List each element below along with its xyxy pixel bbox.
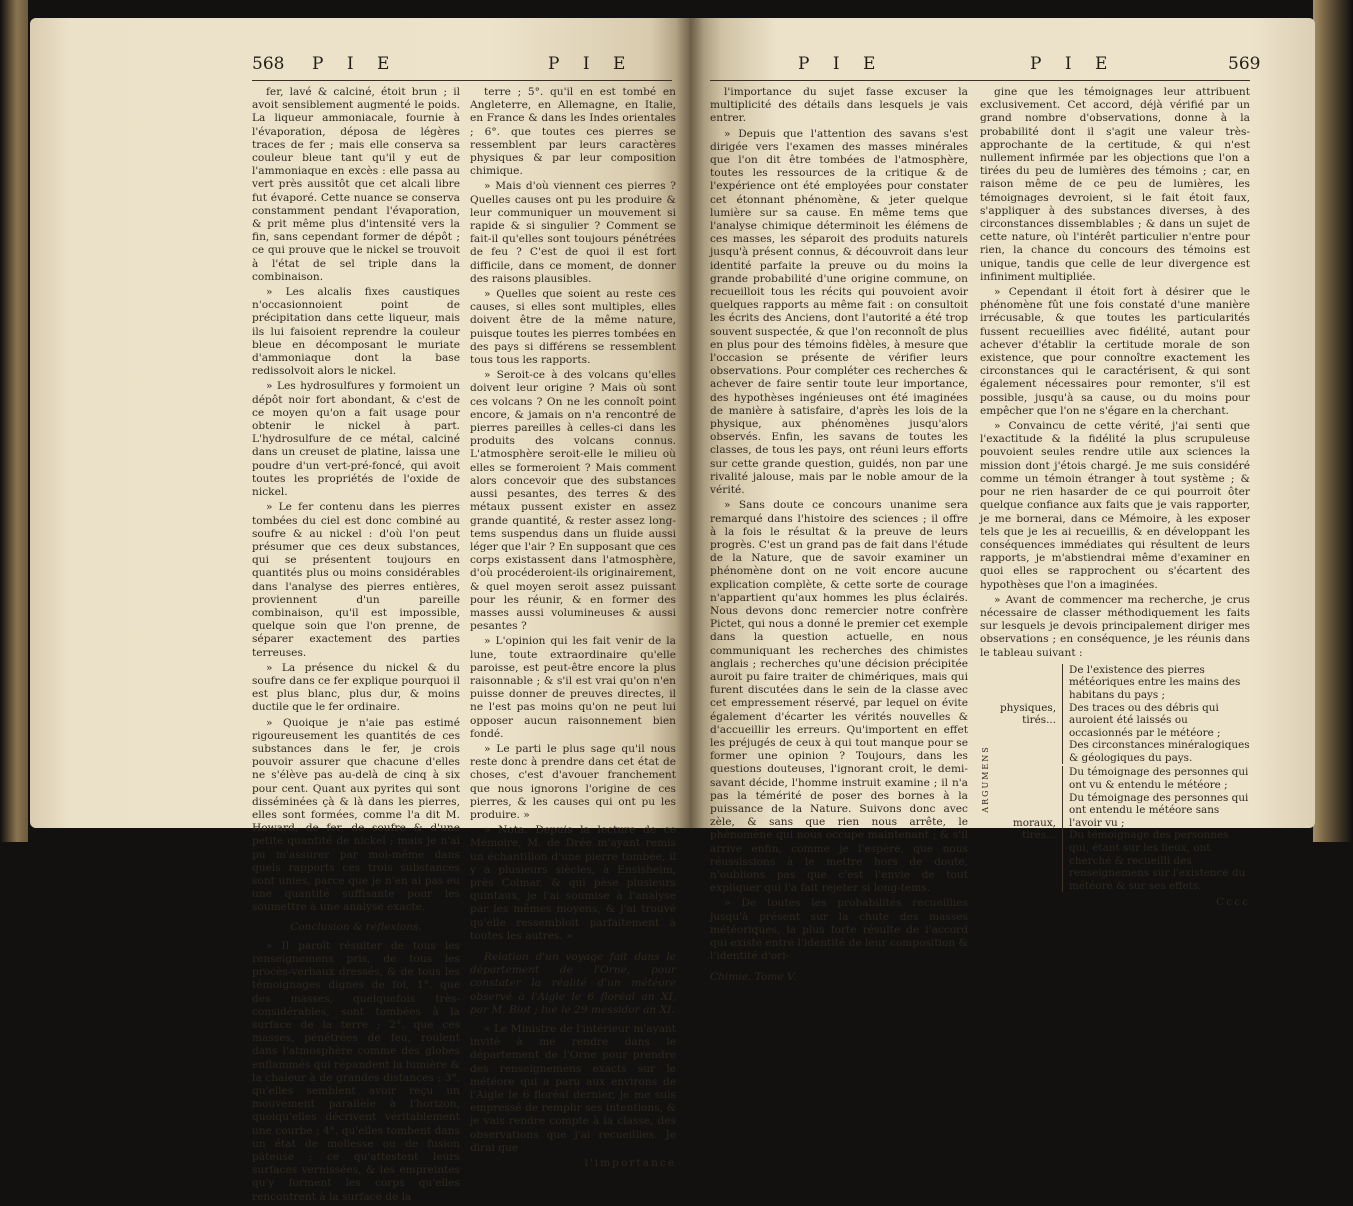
section-heading: Conclusion & réflexions.	[290, 920, 422, 933]
right-header-rule	[710, 80, 1250, 81]
table-items	[1062, 766, 1250, 892]
paragraph: » Le fer contenu dans les pierres tombées du ciel est donc combiné au soufre & au nickel : d'où l'on peut présumer que ces deux substances, qui se présentent toujours en quantités plus ou moins considérables dans l'analyse des pierres entières, proviennent d'un pareille combinaison, qu'il est impossible, quelque soin que l'on prenne, de séparer exactement des parties terreuses.	[252, 501, 460, 659]
paragraph: » De toutes les probabilités recueillies jusqu'à présent sur la chute des masses météoriques, la plus forte résulte de l'accord qui existe entre l'identité de leur composition & l'identité d'ori-	[710, 897, 968, 963]
paragraph: » Depuis que l'attention des savans s'est dirigée vers l'examen des masses minérales que l'on dit être tombées de l'atmosphère, toutes les ressources de la critique & de l'expérience ont été employées pour constater cet étonnant phénomène, & jeter quelque lumière sur sa cause. En même tems que l'analyse chimique déterminoit les élémens de ces masses, les séparoit des produits naturels jusqu'à présent connus, & découvroit dans leur identité parfaite la preuve ou du moins la grande probabilité d'une origine commune, on recueilloit tous les récits qui pouvoient avoir quelques rapports au même fait : on consultoit les écrits des Anciens, dont l'autorité a été trop souvent suspectée, & que l'on reconnoît de plus en plus pour des témoins fidèles, à mesure que l'occasion se présente de vérifier leurs observations. Pour compléter ces recherches & achever de faire sentir toute leur importance, des hypothèses ingénieuses ont été imaginées de manière à satisfaire, d'après les lois de la physique, aux phénomènes jusqu'alors observés. Enfin, les savans de toutes les classes, de tous les pays, ont réuni leurs efforts sur cette grande question, guidés, non par une rivalité jalouse, mais par le noble amour de la vérité.	[710, 127, 968, 497]
paragraph: » Mais d'où viennent ces pierres ? Quelles causes ont pu les produire & leur communiquer un mouvement si rapide & si singulier ? Comment se fait-il qu'elles sont toujours pénétrées de feu ? C'est de quoi il est fort difficile, dans ce moment, de donner des raisons plausibles.	[470, 180, 676, 285]
table-item: Du témoignage des personnes qui, étant sur les lieux, ont cherché & recueilli des renseignemens sur l'existence du météore & sur ses effets.	[1069, 829, 1246, 892]
paragraph: » Convaincu de cette vérité, j'ai senti que l'exactitude & la fidélité la plus scrupuleuse pouvoient seules rendre utile aux sciences la mission dont j'étois chargé. Je me suis considéré comme un témoin étranger à tout système ; & pour ne rien hasarder de ce qui pourroit ôter quelque confiance aux faits que je vais rapporter, je me bornerai, dans ce Mémoire, à les exposer tels que je les ai recueillis, & en développant les conséquences immédiates qui résultent de leurs rapports, je m'abstiendrai même d'examiner en quoi elles se rapprochent ou s'écartent des hypothèses que l'on a imaginées.	[980, 420, 1250, 591]
right-running-head-right: P I E	[1030, 54, 1117, 74]
table-item: Des circonstances minéralogiques & géologiques du pays.	[1069, 739, 1250, 764]
paragraph: « Le Ministre de l'intérieur m'ayant invité à me rendre dans le département de l'Orne pour prendre des renseignemens exacts sur le météore qui a paru aux environs de l'Aigle le 6 floréal dernier, je me suis empressé de remplir ses intentions, & je vais rendre compte à la classe, des observations que j'ai recueillies. Je dirai que	[470, 1023, 676, 1154]
page-edges-left	[0, 0, 28, 842]
paragraph: » Sans doute ce concours unanime sera remarqué dans l'histoire des sciences ; il offre à la fois le résultat & la preuve de leurs progrès. C'est un grand pas de fait dans l'étude de la Nature, que de savoir examiner un phénomène dont on ne voit encore aucune explication complète, & cette sorte de courage n'appartient qu'aux hommes les plus éclairés. Nous devons donc remercier notre confrère Pictet, qui nous a donné le premier cet exemple dans la question actuelle, en nous communiquant les recherches des chimistes anglais ; recherches qu'une décision précipitée auroit pu faire traiter de chimériques, mais qui furent discutées dans le sein de la classe avec cet empressement réservé, par lequel on évite également d'écarter les vérités nouvelles & d'accueillir les erreurs. Qu'importent en effet les préjugés de ceux à qui tout manque pour se former une opinion ? Toujours, dans les questions douteuses, l'ignorant croit, le demi-savant décide, l'homme instruit examine ; il n'a pas la témérité de poser des bornes à la puissance de la Nature. Suivons donc avec zèle, & sans que rien nous arrête, le phénomène qui nous occupe maintenant ; & s'il arrive enfin, comme je l'espère, que nous réussissions à le mettre hors de doute, n'oublions pas que c'est l'envie de tout expliquer qui l'a fait rejeter si long-tems.	[710, 499, 968, 895]
paragraph: » Il paroît résulter de tous les renseignemens pris, de tous les procès-verbaux dressés, & de tous les témoignages dignes de foi, 1°. que des masses, quelquefois très-considérables, sont tombées à la surface de la terre ; 2°. que ces masses, pénétrées de feu, roulent dans l'atmosphère comme des globes enflammés qui répandent la lumière & la chaleur à de grandes distances ; 3°. qu'elles semblent avoir reçu un mouvement parallèle à l'horizon, quoiqu'elles décrivent véritablement une courbe ; 4°. qu'elles tombent dans un état de mollesse ou de fusion pâteuse ; ce qu'attestent leurs surfaces vernissées, & les empreintes qu'y forment les corps qu'elles rencontrent à la surface de la	[252, 939, 460, 1203]
page-footer: Chimie. Tome V.	[710, 971, 797, 984]
paragraph: » Cependant il étoit fort à désirer que le phénomène fût une fois constaté d'une manière irrécusable, & que toutes les particularités fussent recueillies avec fidélité, autant pour achever d'établir la certitude morale de son existence, que pour connoître exactement les circonstances qui le caractérisent, & qui sont également nécessaires pour remonter, s'il est possible, jusqu'à sa cause, ou du moins pour empêcher que l'on ne s'égare en la cherchant.	[980, 286, 1250, 417]
right-running-head: P I E	[798, 54, 885, 74]
table-category: moraux, tirés...	[1012, 816, 1056, 842]
table-item: Des traces ou des débris qui auroient été laissés ou occasionnés par le météore ;	[1069, 701, 1221, 739]
relation-title: Relation d'un voyage fait dans le département de l'Orne, pour constater la réalité d'un météore observé à l'Aigle le 6 floréal an XI, par M. Biot ; lue le 29 messidor an XI.	[470, 951, 676, 1016]
right-page	[690, 18, 1315, 984]
left-running-head-right: P I E	[548, 54, 635, 74]
table-item: Du témoignage des personnes qui ont vu & entendu le météore ;	[1069, 766, 1249, 792]
page-edges-right	[1313, 0, 1353, 842]
table-category: physiques, tirés...	[1000, 701, 1056, 727]
left-page-number: 568	[252, 54, 285, 74]
argument-table	[980, 664, 1250, 895]
table-item: Du témoignage des personnes qui ont entendu le météore sans l'avoir vu ;	[1069, 791, 1249, 829]
paragraph: l'importance du sujet fasse excuser la multiplicité des détails dans lesquels je vais entrer.	[710, 86, 968, 125]
table-group-physical	[996, 664, 1250, 765]
paragraph: » Le parti le plus sage qu'il nous reste donc à prendre dans cet état de choses, c'est d'avouer franchement que nous ignorons l'origine de ces pierres, & les causes qui ont pu les produire. »	[470, 742, 676, 821]
signature-mark: Cccc	[1216, 896, 1250, 909]
right-column-2	[980, 86, 1250, 912]
paragraph: » La présence du nickel & du soufre dans ce fer explique pourquoi il est plus blanc, plus dur, & moins ductile que le fer ordinaire.	[252, 661, 460, 714]
table-groups	[996, 664, 1250, 895]
left-page	[30, 18, 690, 1203]
table-side-label: ARGUMENS	[981, 745, 990, 813]
paragraph: » Les alcalis fixes caustiques n'occasionnoient point de précipitation dans cette liqueur, mais ils lui faisoient reprendre la couleur bleue en décomposant le muriate d'ammoniaque dont la base redissolvoit alors le nickel.	[252, 286, 460, 378]
table-items	[1062, 664, 1250, 765]
paragraph: » L'opinion qui les fait venir de la lune, toute extraordinaire qu'elle paroisse, est peut-être encore la plus raisonnable ; & s'il est vrai qu'on n'en puisse donner de preuves directes, il ne l'est pas moins qu'on ne peut lui opposer aucun raisonnement bien fondé.	[470, 635, 676, 740]
paragraph: » Quoique je n'aie pas estimé rigoureusement les quantités de ces substances dans le fer, je crois pouvoir assurer que chacune d'elles ne s'élève pas au-delà de cinq à six pour cent. Quant aux pyrites qui sont disséminées çà & là dans les pierres, elles sont formées, comme l'a dit M. Howard, de fer, de soufre & d'une petite quantité de nickel ; mais je n'ai pu m'assurer par moi-même dans quels rapports ces trois substances sont unies, parce que je n'en ai pas eu une quantité suffisante pour les soumettre à une analyse exacte.	[252, 716, 460, 914]
right-page-number: 569	[1228, 54, 1261, 74]
left-column-2	[470, 86, 676, 1172]
left-header-rule	[252, 80, 672, 81]
catchword: l'importance	[584, 1157, 676, 1170]
left-running-head: P I E	[312, 54, 399, 74]
paragraph: » Les hydrosulfures y formoient un dépôt noir fort abondant, & c'est de ce moyen qu'on a fait usage pour obtenir le nickel à part. L'hydrosulfure de ce métal, calciné dans un creuset de platine, laissa une poudre d'un vert-pré-foncé, qui avoit toutes les propriétés de l'oxide de nickel.	[252, 380, 460, 499]
left-column-1	[252, 86, 460, 1206]
right-column-1	[710, 86, 968, 987]
paragraph: fer, lavé & calciné, étoit brun ; il avoit sensiblement augmenté le poids. La liqueur ammoniacale, fournie à l'évaporation, déposa de légères traces de fer ; mais elle conserva sa couleur bleue tant qu'il y eut de l'ammoniaque en excès : elle passa au vert près aussitôt que cet alcali libre fut évaporé. Cette nuance se conserva constamment pendant l'évaporation, & prit même plus d'intensité vers la fin, sans cependant former de dépôt ; ce qui prouve que le nickel se trouvoit à l'état de sel triple dans la combinaison.	[252, 86, 460, 283]
table-item: De l'existence des pierres météoriques entre les mains des habitans du pays ;	[1069, 663, 1241, 701]
paragraph: gine que les témoignages leur attribuent exclusivement. Cet accord, déjà vérifié par un grand nombre d'observations, donne à la probabilité dont il s'agit une valeur très-approchante de la certitude, & qui n'est nullement infirmée par les objections que l'on a tirées du peu de lumières des témoins ; car, en raison même de ce peu de lumières, les témoignages devroient, si le fait étoit faux, s'appliquer à des substances diverses, à des circonstances dissemblables ; & dans un sujet de cette nature, où l'intérêt particulier n'entre pour rien, la chance du concours des témoins est unique, tandis que celle de leur divergence est infiniment multipliée.	[980, 86, 1250, 283]
paragraph: » Quelles que soient au reste ces causes, si elles sont multiples, elles doivent être de la même nature, puisque toutes les pierres tombées en des pays si différens se ressemblent tous tous les rapports.	[470, 288, 676, 367]
paragraph: » Seroit-ce à des volcans qu'elles doivent leur origine ? Mais où sont ces volcans ? On ne les connoît point encore, & jamais on n'a rencontré de pierres pareilles à celles-ci dans les produits des volcans connus. L'atmosphère seroit-elle le milieu où elles se formeroient ? Mais comment alors concevoir que des substances aussi pesantes, des terres & des métaux pussent exister en assez grande quantité, & rester assez long-tems suspendus dans un fluide aussi léger que l'air ? En supposant que ces corps existassent dans l'atmosphère, d'où procéderoient-ils originairement, & quel moyen seroit assez puissant pour les réunir, & en former des masses aussi volumineuses & aussi pesantes ?	[470, 369, 676, 633]
paragraph: terre ; 5°. qu'il en est tombé en Angleterre, en Allemagne, en Italie, en France & dans les Indes orientales ; 6°. que toutes ces pierres se ressemblent par leurs caractères physiques & par leur composition chimique.	[470, 86, 676, 178]
table-group-moral	[996, 766, 1250, 892]
paragraph: » Nota. Depuis la lecture de ce Mémoire, M. de Drée m'ayant remis un échantillon d'une pierre tombée, il y a plusieurs siècles, à Ensisheim, près Colmar, & qui pèse plusieurs quintaux, je l'ai soumise à l'analyse par les mêmes moyens, & j'ai trouvé qu'elle ressembloit parfaitement à toutes les autres. »	[470, 824, 676, 942]
paragraph: » Avant de commencer ma recherche, je crus nécessaire de classer méthodiquement les faits sur lesquels je devois principalement diriger mes observations ; en conséquence, je les réunis dans le tableau suivant :	[980, 593, 1250, 659]
book-gutter	[676, 18, 704, 828]
